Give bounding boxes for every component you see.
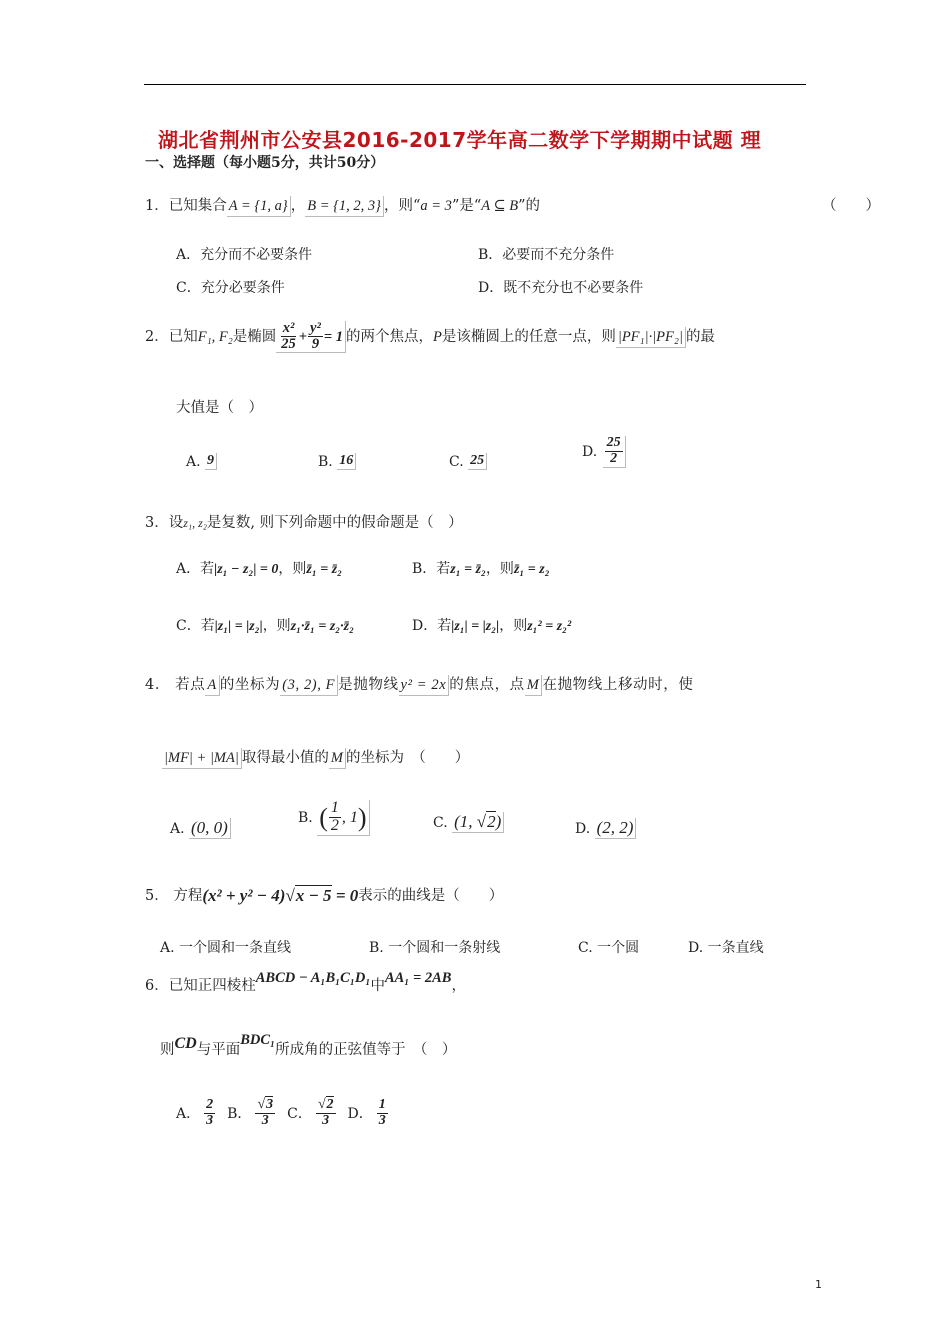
q5-option-c: C. 一个圆 (578, 940, 640, 956)
q6-line: CD (174, 1035, 197, 1052)
q4-coords: (3, 2), F (280, 675, 338, 696)
q2-frac-den: 25 (281, 336, 296, 352)
q4-text: 是抛物线 (338, 677, 399, 693)
paren-open: ( (319, 802, 328, 832)
q1-option-b: B．必要而不充分条件 (478, 247, 615, 263)
frac-num (255, 1098, 275, 1114)
q5-eq-part: = 0 (335, 886, 359, 905)
option-label: D． (347, 1106, 373, 1122)
q5-option-b: B. 一个圆和一条射线 (369, 940, 501, 956)
option-label: B. (318, 453, 333, 470)
question-2-stem (145, 312, 715, 362)
question-6-stem (145, 970, 466, 996)
sqrt-symbol: √ (285, 886, 295, 905)
q2-option-d (582, 428, 627, 476)
page-number: 1 (815, 1278, 822, 1291)
q4-stem-cont (162, 748, 469, 769)
math-expr: z₁ = z̄₂ (450, 562, 486, 577)
q1-text: ， (290, 198, 306, 214)
frac-num (316, 1098, 336, 1114)
math-expr: |z₁| = |z₂| (451, 619, 500, 634)
frac-den: 3 (206, 1112, 214, 1128)
q1-text: 1．已知集合 (145, 198, 227, 214)
frac-num: 1 (378, 1096, 386, 1112)
sqrt-radicand: 3 (266, 1096, 274, 1112)
option-value: (2, 2) (595, 818, 637, 839)
q6-text: 所成角的正弦值等于 （ ） (275, 1042, 457, 1058)
option-text: ，则 (485, 561, 514, 577)
option-value (452, 812, 504, 833)
q6-option-a-fraction (204, 1098, 215, 1128)
q4-text: 的坐标为 (219, 677, 281, 693)
q3-option-b (412, 558, 550, 578)
math-expr: |z₁ − z₂| = 0 (214, 562, 279, 577)
q6-text: 6．已知正四棱柱 (145, 978, 256, 994)
q6-option-b-fraction (255, 1098, 275, 1128)
question-3-stem (145, 513, 463, 533)
q1-option-c: C．充分必要条件 (176, 280, 285, 296)
q2-option-b (318, 453, 356, 470)
option-label: A. (186, 453, 201, 470)
question-5-stem (145, 886, 503, 906)
q2-eq: = 1 (323, 328, 343, 345)
option-value: (0, 0) (189, 818, 231, 839)
q4-option-c (433, 812, 504, 833)
q4-sum-expr: |MF| + |MA| (162, 748, 242, 769)
q4-parabola: y² = 2x (399, 675, 450, 696)
q6-option-d-fraction (377, 1098, 388, 1128)
sqrt-radicand: 2 (487, 812, 496, 831)
math-expr: z₁² = z₂² (527, 619, 572, 634)
q4-option-d (575, 818, 636, 839)
q2-plus: + (298, 328, 308, 345)
q2-text: 的最 (685, 329, 715, 345)
option-label: B. (298, 810, 313, 826)
q6-condition: AA₁ = 2AB (384, 970, 452, 986)
math-expr: |z₁| = |z₂| (214, 619, 263, 634)
math-expr: z₁·z̄₁ = z₂·z̄₂ (290, 619, 354, 634)
q3-option-d (412, 615, 571, 635)
option-label: D．若 (412, 618, 452, 634)
q6-text: 则 (160, 1042, 175, 1058)
frac-den: 3 (378, 1112, 386, 1128)
q5-equation (202, 886, 358, 906)
frac-num: 25 (606, 435, 621, 451)
option-label: A. (170, 820, 185, 837)
q2-stem-cont: 大值是（ ） (176, 400, 263, 416)
q1-subset: A ⊆ B (481, 198, 519, 214)
option-fraction (603, 436, 626, 467)
q6-text: 与平面 (196, 1042, 241, 1058)
option-fraction (329, 800, 341, 835)
q6-text: 中 (370, 978, 385, 994)
q2-text: 2．已知 (145, 329, 198, 345)
paren-close: ) (357, 802, 367, 832)
option-value: 25 (468, 453, 487, 470)
q4-point-m: M (525, 675, 543, 696)
q2-ellipse-equation (276, 321, 346, 353)
q2-product: |PF₁|·|PF₂| (616, 327, 686, 348)
q2-frac-y (308, 321, 323, 352)
q2-text: 是该椭圆上的任意一点，则 (441, 329, 616, 345)
frac-num: 1 (330, 799, 339, 817)
q1-answer-paren: （ ） (822, 198, 880, 214)
sqrt-symbol: √ (476, 812, 487, 831)
q2-option-a (186, 453, 217, 470)
q1-option-a: A．充分而不必要条件 (176, 247, 313, 263)
q6-options (176, 1088, 392, 1138)
q4-text: 在抛物线上移动时，使 (542, 677, 694, 693)
q2-option-c (449, 453, 487, 470)
q4-text: 取得最小值的 (241, 750, 329, 766)
option-value: 16 (337, 453, 356, 470)
q6-plane: BDC₁ (240, 1032, 276, 1048)
q2-frac-den: 9 (311, 336, 320, 352)
option-part: (1, (454, 812, 477, 831)
frac-den: 2 (330, 817, 339, 834)
option-label: B．若 (412, 561, 451, 577)
option-text: ，则 (262, 618, 291, 634)
q5-text: 5． 方程 (145, 888, 203, 904)
q6-text: ， (451, 978, 466, 994)
option-label: B． (227, 1106, 252, 1122)
q3-text: 是复数, 则下列命题中的假命题是（ ） (206, 515, 463, 531)
q5-option-a: A. 一个圆和一条直线 (160, 940, 292, 956)
math-expr: z̄₁ = z̄₂ (306, 562, 343, 577)
q2-foci: F₁, F₂ (197, 329, 233, 345)
q6-option-c-fraction (316, 1098, 336, 1128)
math-expr: z̄₁ = z₂ (513, 562, 550, 577)
q1-condition: a = 3 (420, 198, 452, 214)
option-value: 9 (205, 453, 217, 470)
option-part: ) (495, 812, 502, 831)
q4-option-a (170, 818, 231, 839)
option-value (317, 800, 369, 836)
q3-vars: z₁, z₂ (183, 516, 207, 530)
q2-frac-num: y² (310, 319, 321, 336)
option-label: C. (433, 814, 448, 831)
q1-set-b: B = {1, 2, 3} (305, 196, 384, 217)
q2-text: 的两个焦点， (345, 329, 433, 345)
q1-text: ”的 (518, 198, 541, 214)
q1-set-a: A = {1, a} (227, 196, 291, 217)
q6-prism: ABCD − A₁B₁C₁D₁ (255, 970, 371, 986)
option-label: A． (176, 1106, 201, 1122)
q1-text: ，则“ (383, 198, 421, 214)
option-label: C. (449, 453, 464, 470)
q2-text: 是椭圆 (232, 329, 277, 345)
q4-text: 4． 若点 (145, 677, 206, 693)
frac-den: 3 (261, 1112, 269, 1128)
q3-option-c (176, 615, 354, 635)
q1-text: ”是“ (451, 198, 482, 214)
frac-den: 3 (322, 1112, 330, 1128)
option-text: ，则 (278, 561, 307, 577)
q4-text: 的坐标为 （ ） (345, 750, 470, 766)
page-title: 湖北省荆州市公安县2016-2017学年高二数学下学期期中试题 理 (158, 128, 762, 152)
option-label: D. (575, 820, 591, 837)
q1-option-d: D．既不充分也不必要条件 (478, 280, 644, 296)
sqrt-radicand: x − 5 (295, 886, 332, 905)
question-1-stem (145, 196, 540, 217)
option-rest: , 1 (341, 808, 358, 826)
q5-eq-part: (x² + y² − 4) (202, 886, 286, 905)
q4-option-b (298, 794, 370, 842)
option-label: A．若 (176, 561, 215, 577)
frac-den: 2 (610, 451, 618, 466)
q4-point-m: M (329, 748, 346, 769)
frac-num: 2 (206, 1096, 214, 1112)
q6-stem-cont (160, 1032, 457, 1060)
q5-text: 表示的曲线是（ ） (358, 888, 504, 904)
option-label: D. (582, 444, 598, 460)
q2-frac-x (279, 321, 298, 352)
q3-option-a (176, 558, 342, 578)
sqrt-symbol: √ (317, 1096, 326, 1112)
option-text: ，则 (499, 618, 528, 634)
section-heading: 一、选择题（每小题5分，共计50分） (145, 155, 385, 171)
q5-option-d: D. 一条直线 (688, 940, 764, 956)
question-4-stem (145, 675, 693, 696)
q2-frac-num: x² (282, 319, 295, 336)
header-rule (144, 84, 806, 85)
q4-point-a: A (205, 675, 219, 696)
q2-point-p: P (432, 329, 442, 345)
sqrt-radicand: 2 (326, 1096, 334, 1112)
q3-text: 3．设 (145, 515, 184, 531)
option-label: C．若 (176, 618, 215, 634)
sqrt-symbol: √ (257, 1096, 266, 1112)
option-label: C． (287, 1106, 312, 1122)
q4-text: 的焦点，点 (449, 677, 525, 693)
